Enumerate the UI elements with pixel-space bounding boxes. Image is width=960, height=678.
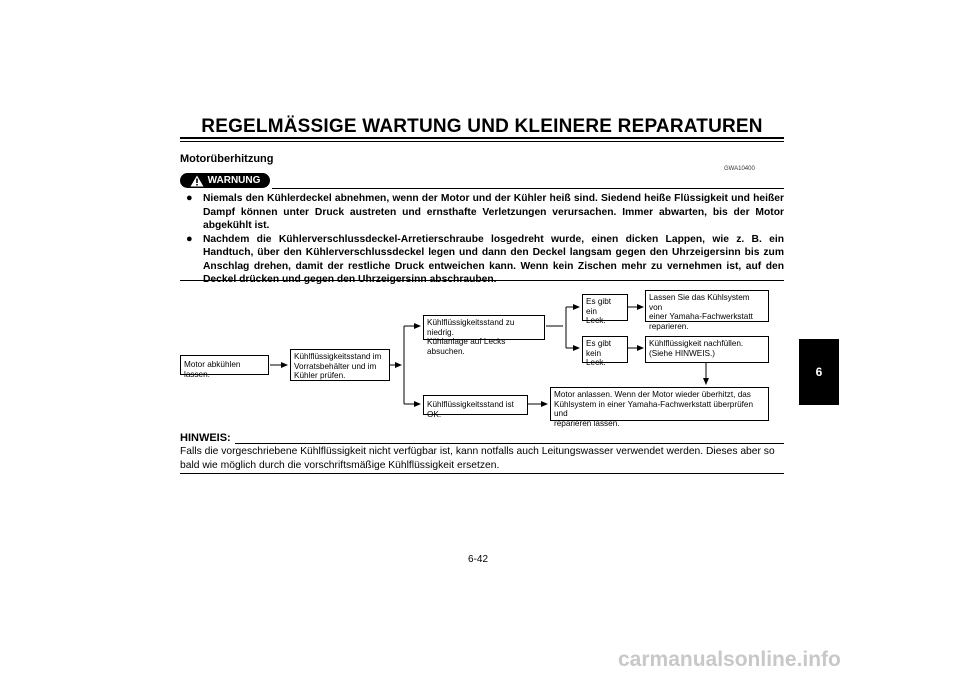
flow-text: Motor abkühlen lassen.: [184, 360, 241, 379]
flow-text: einer Yamaha-Fachwerkstatt: [649, 312, 753, 321]
flow-text: Es gibt ein: [586, 297, 612, 316]
flow-text: Kühlflüssigkeitsstand zu niedrig.: [427, 318, 515, 337]
flow-text: Kühler prüfen.: [294, 371, 346, 380]
flow-text: reparieren lassen.: [554, 418, 620, 428]
watermark: carmanualsonline.info: [618, 648, 841, 671]
warning-item-text: Nachdem die Kühlerverschlussdeckel-Arretierschraube losgedreht wurde, einen dicken Lappen, wie z. B. ein Handtuch, über den Kühlerverschlussdeckel legen und dann den Deckel langsam gegen den Uhrzeigersinn bis zum Anschlag drehen, damit der restliche Druck entweichen kann. Wenn kein Zischen mehr zu vernehmen ist, auf den: [203, 233, 784, 272]
warning-code: GWA10400: [724, 166, 755, 172]
section-title: Motorüberhitzung: [180, 153, 274, 165]
flow-text: Lassen Sie das Kühlsystem von: [649, 293, 750, 312]
chapter-tab: [799, 339, 839, 405]
flow-box-leak: [582, 294, 628, 325]
page-number: 6-42: [468, 554, 489, 565]
bullet-icon: ●: [186, 192, 193, 204]
flow-text: Leck.: [586, 316, 606, 325]
flow-text: Kühlflüssigkeitsstand ist OK.: [427, 400, 514, 419]
flow-box-noleak: [582, 336, 628, 367]
flow-box-low: [423, 315, 545, 356]
flow-text: Leck.: [586, 358, 606, 367]
flow-text: Kühlsystem in einer Yamaha-Fachwerkstatt überprüfen und: [554, 399, 754, 418]
flow-box-restart: [550, 387, 769, 428]
warning-badge-label: WARNUNG: [207, 175, 261, 186]
flow-text: Kühlflüssigkeit nachfüllen.: [649, 339, 744, 348]
warning-item-text: Niemals den Kühlerdeckel abnehmen, wenn der Motor und der Kühler heiß sind. Siedend heiße Flüssigkeit und heißer Dampf können unter Druck austreten und ernsthafte Verletzungen verursachen. Immer abwarten, bis der Motor abgekühlt ist.: [203, 193, 784, 231]
flow-box-ok: [423, 395, 528, 419]
flow-box-refill: [645, 336, 769, 363]
flow-text: reparieren.: [649, 321, 689, 331]
flow-text: Vorratsbehälter und im: [294, 361, 377, 371]
flow-text: (Siehe HINWEIS.): [649, 348, 715, 358]
note-label: HINWEIS:: [180, 432, 231, 444]
flow-box-check: [290, 349, 390, 381]
flow-text: Kühlanlage auf Lecks absuchen.: [427, 337, 506, 356]
note-text: Falls die vorgeschriebene Kühlflüssigkeit nicht verfügbar ist, kann notfalls auch Leitungswasser verwendet werden. Dieses aber so bald wie möglich durch die vorschriftsmäßige Kühlflüssigkeit ersetzen.: [180, 446, 775, 471]
flow-text: Kühlflüssigkeitsstand im: [294, 352, 382, 361]
flow-text: Motor anlassen. Wenn der Motor wieder überhitzt, das: [554, 390, 751, 399]
note-rule: [235, 443, 784, 444]
chapter-tab-label: 6: [815, 365, 823, 379]
bullet-icon: ●: [186, 232, 193, 245]
flow-box-repair: [645, 290, 769, 331]
flow-text: Es gibt kein: [586, 339, 612, 358]
note-bottom-rule: [180, 473, 784, 474]
flow-box-cool: [180, 355, 269, 379]
page-header-title: REGELMÄSSIGE WARTUNG UND KLEINERE REPARATUREN: [201, 116, 763, 137]
